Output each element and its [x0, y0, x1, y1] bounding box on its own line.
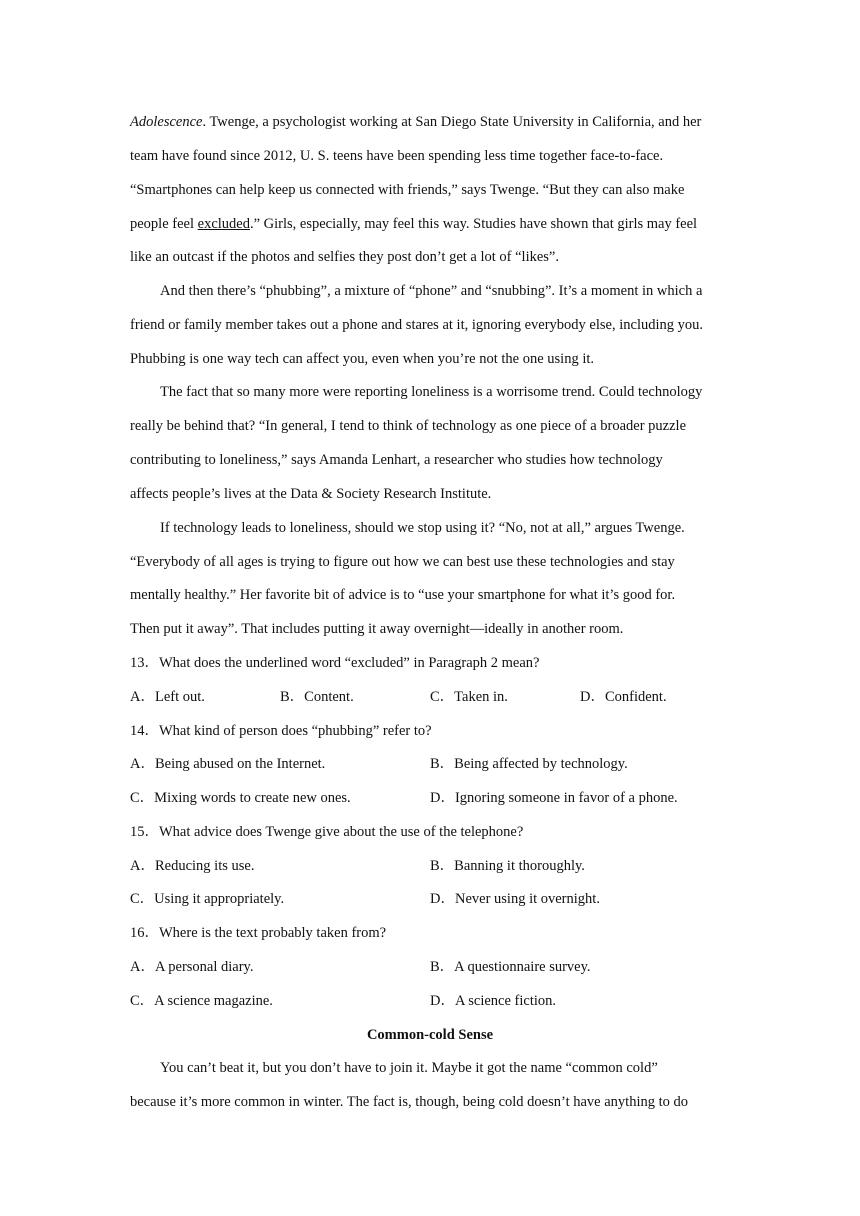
- question-14-option-b[interactable]: B．Being affected by technology.: [430, 756, 628, 772]
- question-15-stem: 15．What advice does Twenge give about the use of the telephone?: [130, 824, 524, 840]
- paragraph-3-line-4: affects people’s lives at the Data & Society Research Institute.: [130, 486, 492, 502]
- paragraph-2-line-3: Phubbing is one way tech can affect you, even when you’re not the one using it.: [130, 351, 595, 367]
- paragraph-4-line-4: Then put it away”. That includes putting it away overnight—ideally in another room.: [130, 621, 624, 637]
- passage-title: Common-cold Sense: [366, 1027, 494, 1043]
- question-13-option-b[interactable]: B．Content.: [280, 689, 354, 705]
- question-13-option-d[interactable]: D．Confident.: [580, 689, 667, 705]
- paragraph-4-line-1: If technology leads to loneliness, should we stop using it? “No, not at all,” argues Twenge.: [160, 520, 685, 536]
- question-13-option-a[interactable]: A．Left out.: [130, 689, 205, 705]
- paragraph-1-line-2: team have found since 2012, U. S. teens have been spending less time together face-to-face.: [130, 148, 664, 164]
- question-14-stem: 14．What kind of person does “phubbing” refer to?: [130, 723, 432, 739]
- question-14-option-d[interactable]: D．Ignoring someone in favor of a phone.: [430, 790, 678, 806]
- paragraph-1-line-4: people feel excluded.” Girls, especially, may feel this way. Studies have shown that girls may feel: [130, 216, 698, 232]
- next-passage-line-2: because it’s more common in winter. The fact is, though, being cold doesn’t have anything to do: [130, 1094, 689, 1110]
- question-15-option-c[interactable]: C．Using it appropriately.: [130, 891, 285, 907]
- paragraph-3-line-2: really be behind that? “In general, I tend to think of technology as one piece of a broader puzzle: [130, 418, 687, 434]
- question-15-option-a[interactable]: A．Reducing its use.: [130, 858, 255, 874]
- paragraph-2-line-1: And then there’s “phubbing”, a mixture of “phone” and “snubbing”. It’s a moment in which a: [160, 283, 703, 299]
- question-16-option-b[interactable]: B．A questionnaire survey.: [430, 959, 591, 975]
- question-14-option-c[interactable]: C．Mixing words to create new ones.: [130, 790, 351, 806]
- question-16-option-d[interactable]: D．A science fiction.: [430, 993, 557, 1009]
- paragraph-1-line-1: Adolescence. Twenge, a psychologist working at San Diego State University in California, and her: [130, 114, 702, 130]
- paragraph-1-line-3: “Smartphones can help keep us connected with friends,” says Twenge. “But they can also make: [130, 182, 685, 198]
- paragraph-1-line-5: like an outcast if the photos and selfies they post don’t get a lot of “likes”.: [130, 249, 559, 265]
- paragraph-4-line-3: mentally healthy.” Her favorite bit of advice is to “use your smartphone for what it’s good for.: [130, 587, 676, 603]
- next-passage-line-1: You can’t beat it, but you don’t have to join it. Maybe it got the name “common cold”: [160, 1060, 658, 1076]
- question-16-option-a[interactable]: A．A personal diary.: [130, 959, 254, 975]
- question-13-option-c[interactable]: C．Taken in.: [430, 689, 508, 705]
- paragraph-4-line-2: “Everybody of all ages is trying to figure out how we can best use these technologies and stay: [130, 554, 675, 570]
- paragraph-3-line-3: contributing to loneliness,” says Amanda Lenhart, a researcher who studies how technology: [130, 452, 663, 468]
- question-13-stem: 13．What does the underlined word “excluded” in Paragraph 2 mean?: [130, 655, 540, 671]
- underlined-word: excluded: [197, 216, 250, 232]
- question-16-option-c[interactable]: C．A science magazine.: [130, 993, 273, 1009]
- question-14-option-a[interactable]: A．Being abused on the Internet.: [130, 756, 326, 772]
- question-16-stem: 16．Where is the text probably taken from?: [130, 925, 387, 941]
- question-15-option-b[interactable]: B．Banning it thoroughly.: [430, 858, 585, 874]
- paragraph-2-line-2: friend or family member takes out a phone and stares at it, ignoring everybody else, including you.: [130, 317, 703, 333]
- question-15-option-d[interactable]: D．Never using it overnight.: [430, 891, 600, 907]
- journal-title: Adolescence: [130, 114, 203, 130]
- paragraph-3-line-1: The fact that so many more were reporting loneliness is a worrisome trend. Could technology: [160, 384, 703, 400]
